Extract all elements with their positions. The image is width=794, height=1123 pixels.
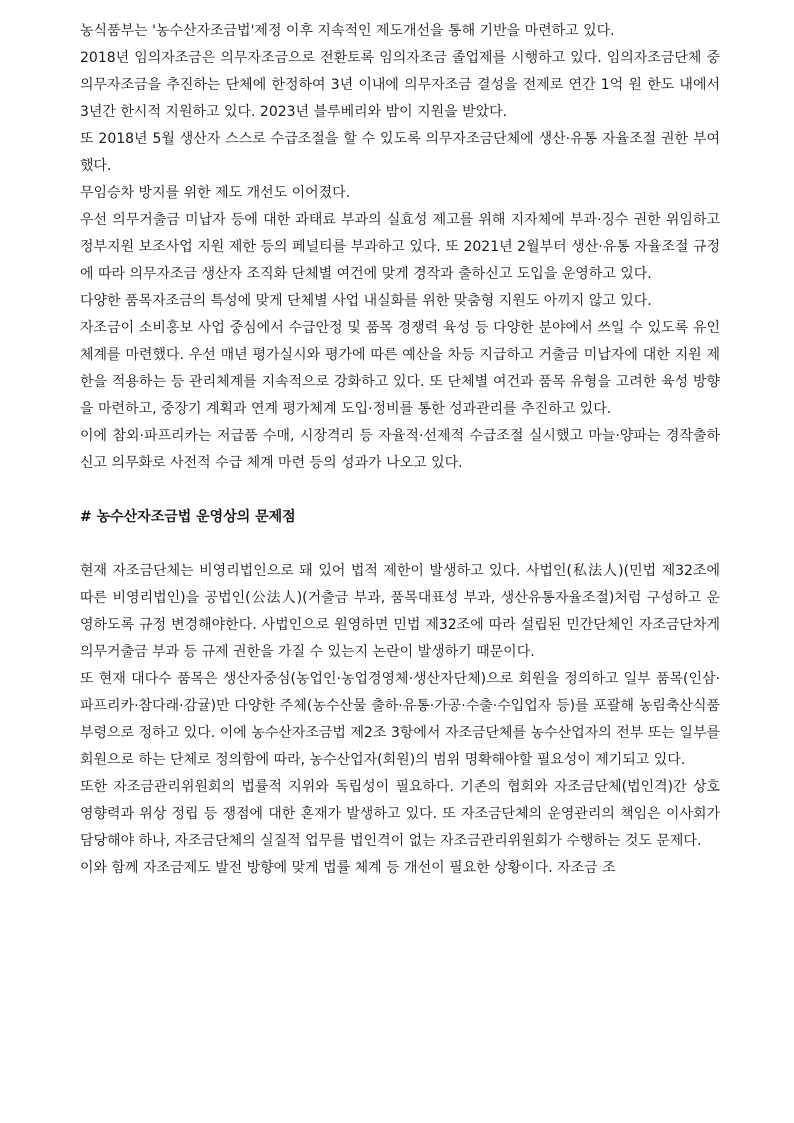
paragraph-legal-status: 현재 자조금단체는 비영리법인으로 돼 있어 법적 제한이 발생하고 있다. 사법인(私法人)(민법 제32조에 따른 비영리법인)을 공법인(公法人)(거출금 부과, 품목대표성 부과, 생산유통자율조절)처럼 구성하고 운영하도록 규정 변경해야한다. 사법인으로 원영하면 민법 제32조에 따라 설립된 민간단체인 자조금단차게 의무거출금 부과 등 규제 권한을 가질 수 있는지 논란이 발생하기 때문이다. <box>80 563 720 660</box>
paragraph-graduation-system: 2018년 임의자조금은 의무자조금으로 전환토록 임의자조금 졸업제를 시행하고 있다. 임의자조금단체 중 의무자조금을 추진하는 단체에 한정하여 3년 이내에 의무자조금 결성을 전제로 연간 1억 원 한도 내에서 3년간 한시적 지원하고 있다. 2023년 블루베리와 밤이 지원을 받았다. <box>80 50 720 120</box>
paragraph-outcomes: 이에 참외·파프리카는 저급품 수매, 시장격리 등 자율적·선제적 수급조절 실시했고 마늘·양파는 경작출하신고 의무화로 사전적 수급 체계 마련 등의 성과가 나오고 있다. <box>80 428 720 471</box>
section-heading-problems: # 농수산자조금법 운영상의 문제점 <box>80 509 296 525</box>
paragraph-supply-control: 또 2018년 5월 생산자 스스로 수급조절을 할 수 있도록 의무자조금단체에 생산·유통 자율조절 권한 부여했다. <box>80 131 720 174</box>
paragraph-penalty: 우선 의무거출금 미납자 등에 대한 과태료 부과의 실효성 제고를 위해 지자체에 부과·징수 권한 위임하고 정부지원 보조사업 지원 제한 등의 페널티를 부과하고 있다. 또 2021년 2월부터 생산·유통 자율조절 규정에 따라 의무자조금 생산자 조직화 단체별 여건에 맞게 경작과 출하신고 도입을 운영하고 있다. <box>80 212 720 282</box>
paragraph-custom-support: 다양한 품목자조금의 특성에 맞게 단체별 사업 내실화를 위한 맞춤형 지원도 아끼지 않고 있다. <box>80 293 652 309</box>
paragraph-legal-reform: 이와 함께 자조금제도 발전 방향에 맞게 법률 체계 등 개선이 필요한 상황이다. 자조금 조 <box>80 860 616 876</box>
paragraph-free-rider: 무임승차 방지를 위한 제도 개선도 이어졌다. <box>80 185 351 201</box>
paragraph-committee-independence: 또한 자조금관리위원회의 법률적 지위와 독립성이 필요하다. 기존의 협회와 자조금단체(법인격)간 상호 영향력과 위상 정립 등 쟁점에 대한 혼재가 발생하고 있다. 또 자조금단체의 운영관리의 책임은 이사회가 담당해야 하나, 자조금단체의 실질적 업무를 법인격이 없는 자조금관리위원회가 수행하는 것도 문제다. <box>80 779 720 849</box>
paragraph-member-scope: 또 현재 대다수 품목은 생산자중심(농업인·농업경영체·생산자단체)으로 회원을 정의하고 일부 품목(인삼·파프리카·참다래·감귤)만 다양한 주체(농수산물 출하·유통·가공·수출·수입업자 등)를 포괄해 농림축산식품부령으로 정하고 있다. 이에 농수산자조금법 제2조 3항에서 자조금단체를 농수산업자의 전부 또는 일부를 회원으로 하는 단체로 정의함에 따라, 농수산업자(회원)의 범위 명확해야할 필요성이 제기되고 있다. <box>80 671 720 768</box>
document-page <box>80 18 720 882</box>
paragraph-incentive-system: 자조금이 소비홍보 사업 중심에서 수급안정 및 품목 경쟁력 육성 등 다양한 분야에서 쓰일 수 있도록 유인 체계를 마련했다. 우선 매년 평가실시와 평가에 따른 예산을 차등 지급하고 거출금 미납자에 대한 지원 제한을 적용하는 등 관리체계를 지속적으로 강화하고 있다. 또 단체별 여건과 품목 유형을 고려한 육성 방향을 마련하고, 중장기 계획과 연계 평가체계 도입·정비를 통한 성과관리를 추진하고 있다. <box>80 320 720 417</box>
paragraph-intro: 농식품부는 '농수산자조금법'제정 이후 지속적인 제도개선을 통해 기반을 마련하고 있다. <box>80 23 615 39</box>
